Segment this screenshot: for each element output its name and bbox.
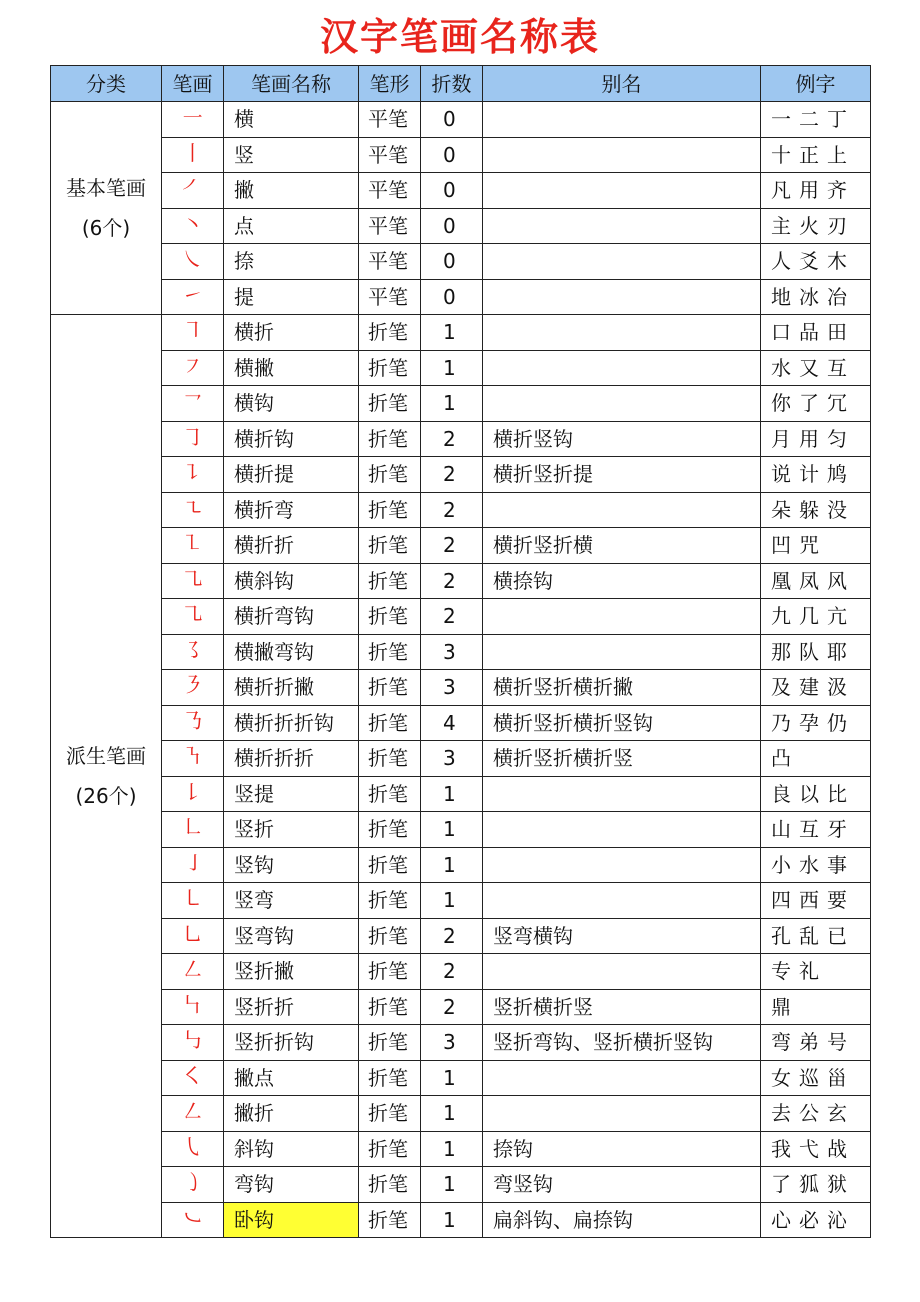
category-count: (6个) bbox=[81, 216, 131, 240]
stroke-type: 折笔 bbox=[359, 528, 421, 564]
stroke-alias: 横折竖折横折竖 bbox=[483, 741, 761, 777]
stroke-name: 竖弯钩 bbox=[224, 918, 359, 954]
stroke-alias bbox=[483, 1096, 761, 1132]
fold-count: 3 bbox=[421, 670, 483, 706]
stroke-glyph: ㇜ bbox=[162, 1096, 224, 1132]
example-chars: 女巡甾 bbox=[761, 1060, 871, 1096]
stroke-glyph: ㇟ bbox=[162, 918, 224, 954]
fold-count: 1 bbox=[421, 847, 483, 883]
example-chars: 凡用齐 bbox=[761, 173, 871, 209]
stroke-glyph: ㇆ bbox=[162, 421, 224, 457]
example-chars: 月用匀 bbox=[761, 421, 871, 457]
fold-count: 0 bbox=[421, 279, 483, 315]
example-chars: 你了冗 bbox=[761, 386, 871, 422]
stroke-type: 折笔 bbox=[359, 741, 421, 777]
example-chars: 四西要 bbox=[761, 883, 871, 919]
stroke-alias: 弯竖钩 bbox=[483, 1167, 761, 1203]
stroke-name: 竖提 bbox=[224, 776, 359, 812]
stroke-type: 折笔 bbox=[359, 1025, 421, 1061]
stroke-alias bbox=[483, 599, 761, 635]
table-row bbox=[51, 634, 871, 670]
stroke-name: 提 bbox=[224, 279, 359, 315]
table-row bbox=[51, 812, 871, 848]
fold-count: 3 bbox=[421, 741, 483, 777]
table-row bbox=[51, 528, 871, 564]
stroke-name: 竖折 bbox=[224, 812, 359, 848]
stroke-alias bbox=[483, 847, 761, 883]
stroke-type: 折笔 bbox=[359, 1202, 421, 1238]
stroke-alias: 横折竖折横 bbox=[483, 528, 761, 564]
header-stroke: 笔画 bbox=[162, 66, 224, 102]
fold-count: 4 bbox=[421, 705, 483, 741]
stroke-glyph: ㇄ bbox=[162, 883, 224, 919]
table-row bbox=[51, 670, 871, 706]
fold-count: 1 bbox=[421, 812, 483, 848]
example-chars: 九几亢 bbox=[761, 599, 871, 635]
stroke-name: 横钩 bbox=[224, 386, 359, 422]
stroke-alias: 横折竖折提 bbox=[483, 457, 761, 493]
stroke-name: 点 bbox=[224, 208, 359, 244]
stroke-alias bbox=[483, 279, 761, 315]
stroke-alias: 横折竖钩 bbox=[483, 421, 761, 457]
table-row bbox=[51, 705, 871, 741]
stroke-glyph: ㇞ bbox=[162, 989, 224, 1025]
table-row bbox=[51, 208, 871, 244]
stroke-alias bbox=[483, 954, 761, 990]
stroke-alias bbox=[483, 492, 761, 528]
example-chars: 凸 bbox=[761, 741, 871, 777]
stroke-type: 折笔 bbox=[359, 847, 421, 883]
fold-count: 3 bbox=[421, 634, 483, 670]
table-row bbox=[51, 1060, 871, 1096]
stroke-alias: 竖折弯钩、竖折横折竖钩 bbox=[483, 1025, 761, 1061]
stroke-glyph: ㇊ bbox=[162, 457, 224, 493]
stroke-alias bbox=[483, 812, 761, 848]
table-body bbox=[51, 102, 871, 1238]
table-row bbox=[51, 883, 871, 919]
example-chars: 那队耶 bbox=[761, 634, 871, 670]
fold-count: 2 bbox=[421, 563, 483, 599]
table-row bbox=[51, 492, 871, 528]
header-stroke-type: 笔形 bbox=[359, 66, 421, 102]
stroke-glyph: ㇛ bbox=[162, 1060, 224, 1096]
stroke-type: 折笔 bbox=[359, 776, 421, 812]
stroke-glyph: ㇙ bbox=[162, 776, 224, 812]
stroke-type: 平笔 bbox=[359, 102, 421, 138]
stroke-type: 折笔 bbox=[359, 315, 421, 351]
example-chars: 朵躲没 bbox=[761, 492, 871, 528]
fold-count: 1 bbox=[421, 315, 483, 351]
stroke-type: 平笔 bbox=[359, 137, 421, 173]
table-row bbox=[51, 563, 871, 599]
category-name: 基本笔画 bbox=[66, 176, 146, 200]
table-row bbox=[51, 421, 871, 457]
stroke-alias bbox=[483, 137, 761, 173]
table-row bbox=[51, 244, 871, 280]
stroke-glyph: ㇂ bbox=[162, 1131, 224, 1167]
stroke-name: 弯钩 bbox=[224, 1167, 359, 1203]
stroke-name: 横折钩 bbox=[224, 421, 359, 457]
header-alias: 别名 bbox=[483, 66, 761, 102]
stroke-type: 平笔 bbox=[359, 208, 421, 244]
stroke-type: 折笔 bbox=[359, 1131, 421, 1167]
stroke-glyph: ㇈ bbox=[162, 599, 224, 635]
example-chars: 乃孕仍 bbox=[761, 705, 871, 741]
page-title: 汉字笔画名称表 bbox=[319, 15, 600, 59]
stroke-type: 折笔 bbox=[359, 563, 421, 599]
fold-count: 2 bbox=[421, 599, 483, 635]
category-count: (26个) bbox=[75, 784, 137, 808]
table-row bbox=[51, 776, 871, 812]
example-chars: 口品田 bbox=[761, 315, 871, 351]
stroke-alias: 横折竖折横折竖钩 bbox=[483, 705, 761, 741]
stroke-type: 折笔 bbox=[359, 634, 421, 670]
stroke-type: 折笔 bbox=[359, 1167, 421, 1203]
table-row bbox=[51, 279, 871, 315]
table-row bbox=[51, 457, 871, 493]
stroke-glyph: ㇃ bbox=[162, 1202, 224, 1238]
fold-count: 2 bbox=[421, 918, 483, 954]
table-row bbox=[51, 1025, 871, 1061]
stroke-type: 折笔 bbox=[359, 1060, 421, 1096]
stroke-alias: 横折竖折横折撇 bbox=[483, 670, 761, 706]
example-chars: 鼎 bbox=[761, 989, 871, 1025]
stroke-name: 横 bbox=[224, 102, 359, 138]
stroke-type: 折笔 bbox=[359, 954, 421, 990]
stroke-name: 横折折 bbox=[224, 528, 359, 564]
stroke-alias: 扁斜钩、扁捺钩 bbox=[483, 1202, 761, 1238]
stroke-name: 斜钩 bbox=[224, 1131, 359, 1167]
stroke-name: 卧钩 bbox=[224, 1202, 359, 1238]
table-row bbox=[51, 173, 871, 209]
example-chars: 专礼 bbox=[761, 954, 871, 990]
example-chars: 凹咒 bbox=[761, 528, 871, 564]
table-header-row bbox=[51, 66, 871, 102]
stroke-alias bbox=[483, 244, 761, 280]
fold-count: 0 bbox=[421, 102, 483, 138]
stroke-type: 折笔 bbox=[359, 705, 421, 741]
stroke-glyph: ㇔ bbox=[162, 208, 224, 244]
fold-count: 1 bbox=[421, 1060, 483, 1096]
header-category: 分类 bbox=[51, 66, 162, 102]
stroke-alias bbox=[483, 883, 761, 919]
example-chars: 主火刃 bbox=[761, 208, 871, 244]
stroke-glyph: ㇀ bbox=[162, 279, 224, 315]
example-chars: 小水事 bbox=[761, 847, 871, 883]
fold-count: 1 bbox=[421, 1202, 483, 1238]
example-chars: 去公玄 bbox=[761, 1096, 871, 1132]
table-row bbox=[51, 386, 871, 422]
stroke-glyph: ㇜ bbox=[162, 954, 224, 990]
stroke-glyph: ㇋ bbox=[162, 670, 224, 706]
strokes-table bbox=[50, 65, 871, 1238]
stroke-name: 横斜钩 bbox=[224, 563, 359, 599]
stroke-name: 撇 bbox=[224, 173, 359, 209]
stroke-glyph: ㇡ bbox=[162, 705, 224, 741]
fold-count: 1 bbox=[421, 883, 483, 919]
stroke-glyph: ㇑ bbox=[162, 137, 224, 173]
stroke-name: 竖钩 bbox=[224, 847, 359, 883]
table-row bbox=[51, 741, 871, 777]
stroke-name: 横折提 bbox=[224, 457, 359, 493]
stroke-name: 捺 bbox=[224, 244, 359, 280]
header-stroke-name: 笔画名称 bbox=[224, 66, 359, 102]
table-row bbox=[51, 1131, 871, 1167]
stroke-name: 竖弯 bbox=[224, 883, 359, 919]
table-row bbox=[51, 599, 871, 635]
stroke-type: 平笔 bbox=[359, 279, 421, 315]
stroke-glyph: ㇁ bbox=[162, 1167, 224, 1203]
stroke-alias bbox=[483, 1060, 761, 1096]
stroke-type: 折笔 bbox=[359, 457, 421, 493]
stroke-alias bbox=[483, 634, 761, 670]
stroke-name: 横折弯 bbox=[224, 492, 359, 528]
example-chars: 地冰冶 bbox=[761, 279, 871, 315]
table-row bbox=[51, 315, 871, 351]
example-chars: 了狐狱 bbox=[761, 1167, 871, 1203]
table-row bbox=[51, 989, 871, 1025]
stroke-type: 折笔 bbox=[359, 989, 421, 1025]
stroke-glyph: ㇎ bbox=[162, 741, 224, 777]
table-row bbox=[51, 1202, 871, 1238]
stroke-alias: 横捺钩 bbox=[483, 563, 761, 599]
stroke-type: 折笔 bbox=[359, 1096, 421, 1132]
fold-count: 1 bbox=[421, 1167, 483, 1203]
stroke-alias: 捺钩 bbox=[483, 1131, 761, 1167]
stroke-alias bbox=[483, 315, 761, 351]
category-cell bbox=[51, 102, 162, 315]
table-row bbox=[51, 350, 871, 386]
stroke-glyph: ㇚ bbox=[162, 847, 224, 883]
table-row bbox=[51, 1167, 871, 1203]
stroke-name: 竖 bbox=[224, 137, 359, 173]
stroke-glyph: ㇏ bbox=[162, 244, 224, 280]
fold-count: 1 bbox=[421, 350, 483, 386]
stroke-type: 折笔 bbox=[359, 670, 421, 706]
stroke-type: 平笔 bbox=[359, 244, 421, 280]
category-name: 派生笔画 bbox=[66, 744, 146, 768]
fold-count: 1 bbox=[421, 776, 483, 812]
stroke-type: 折笔 bbox=[359, 599, 421, 635]
stroke-alias bbox=[483, 102, 761, 138]
fold-count: 0 bbox=[421, 173, 483, 209]
table-row bbox=[51, 954, 871, 990]
example-chars: 说计鸠 bbox=[761, 457, 871, 493]
fold-count: 2 bbox=[421, 989, 483, 1025]
fold-count: 3 bbox=[421, 1025, 483, 1061]
stroke-glyph: ㇇ bbox=[162, 350, 224, 386]
table-row bbox=[51, 918, 871, 954]
stroke-name: 横折折折钩 bbox=[224, 705, 359, 741]
stroke-name: 横折 bbox=[224, 315, 359, 351]
stroke-glyph: ㇌ bbox=[162, 634, 224, 670]
table-row bbox=[51, 137, 871, 173]
stroke-alias: 竖折横折竖 bbox=[483, 989, 761, 1025]
stroke-glyph: ㇐ bbox=[162, 102, 224, 138]
example-chars: 弯弟号 bbox=[761, 1025, 871, 1061]
stroke-name: 横折弯钩 bbox=[224, 599, 359, 635]
stroke-alias bbox=[483, 386, 761, 422]
table-row bbox=[51, 1096, 871, 1132]
stroke-glyph: ㇒ bbox=[162, 173, 224, 209]
stroke-alias bbox=[483, 350, 761, 386]
stroke-alias bbox=[483, 208, 761, 244]
stroke-type: 折笔 bbox=[359, 421, 421, 457]
stroke-type: 折笔 bbox=[359, 812, 421, 848]
header-fold-count: 折数 bbox=[421, 66, 483, 102]
stroke-alias bbox=[483, 173, 761, 209]
fold-count: 2 bbox=[421, 492, 483, 528]
stroke-type: 折笔 bbox=[359, 918, 421, 954]
example-chars: 我弋战 bbox=[761, 1131, 871, 1167]
stroke-alias bbox=[483, 776, 761, 812]
fold-count: 1 bbox=[421, 1131, 483, 1167]
example-chars: 山互牙 bbox=[761, 812, 871, 848]
example-chars: 水又互 bbox=[761, 350, 871, 386]
fold-count: 0 bbox=[421, 244, 483, 280]
stroke-name: 撇折 bbox=[224, 1096, 359, 1132]
stroke-name: 竖折折 bbox=[224, 989, 359, 1025]
stroke-name: 横撇弯钩 bbox=[224, 634, 359, 670]
stroke-type: 折笔 bbox=[359, 883, 421, 919]
example-chars: 孔乱已 bbox=[761, 918, 871, 954]
category-cell bbox=[51, 315, 162, 1238]
example-chars: 十正上 bbox=[761, 137, 871, 173]
stroke-name: 竖折撇 bbox=[224, 954, 359, 990]
stroke-name: 横折折折 bbox=[224, 741, 359, 777]
fold-count: 2 bbox=[421, 528, 483, 564]
example-chars: 及建汲 bbox=[761, 670, 871, 706]
stroke-name: 撇点 bbox=[224, 1060, 359, 1096]
example-chars: 心必沁 bbox=[761, 1202, 871, 1238]
fold-count: 2 bbox=[421, 457, 483, 493]
stroke-glyph: ㇍ bbox=[162, 492, 224, 528]
table-row bbox=[51, 847, 871, 883]
stroke-glyph: ㇅ bbox=[162, 528, 224, 564]
table-row bbox=[51, 102, 871, 138]
fold-count: 0 bbox=[421, 137, 483, 173]
stroke-glyph: ㇈ bbox=[162, 563, 224, 599]
example-chars: 一二丁 bbox=[761, 102, 871, 138]
fold-count: 1 bbox=[421, 1096, 483, 1132]
stroke-glyph: ㇉ bbox=[162, 1025, 224, 1061]
stroke-type: 折笔 bbox=[359, 492, 421, 528]
example-chars: 人爻木 bbox=[761, 244, 871, 280]
stroke-name: 竖折折钩 bbox=[224, 1025, 359, 1061]
fold-count: 0 bbox=[421, 208, 483, 244]
stroke-glyph: ㇕ bbox=[162, 315, 224, 351]
fold-count: 2 bbox=[421, 954, 483, 990]
stroke-glyph: ㇗ bbox=[162, 812, 224, 848]
example-chars: 良以比 bbox=[761, 776, 871, 812]
stroke-alias: 竖弯横钩 bbox=[483, 918, 761, 954]
stroke-name: 横撇 bbox=[224, 350, 359, 386]
stroke-type: 折笔 bbox=[359, 350, 421, 386]
stroke-name: 横折折撇 bbox=[224, 670, 359, 706]
fold-count: 1 bbox=[421, 386, 483, 422]
header-examples: 例字 bbox=[761, 66, 871, 102]
example-chars: 凰凤风 bbox=[761, 563, 871, 599]
stroke-type: 平笔 bbox=[359, 173, 421, 209]
fold-count: 2 bbox=[421, 421, 483, 457]
stroke-glyph: ㇖ bbox=[162, 386, 224, 422]
stroke-type: 折笔 bbox=[359, 386, 421, 422]
